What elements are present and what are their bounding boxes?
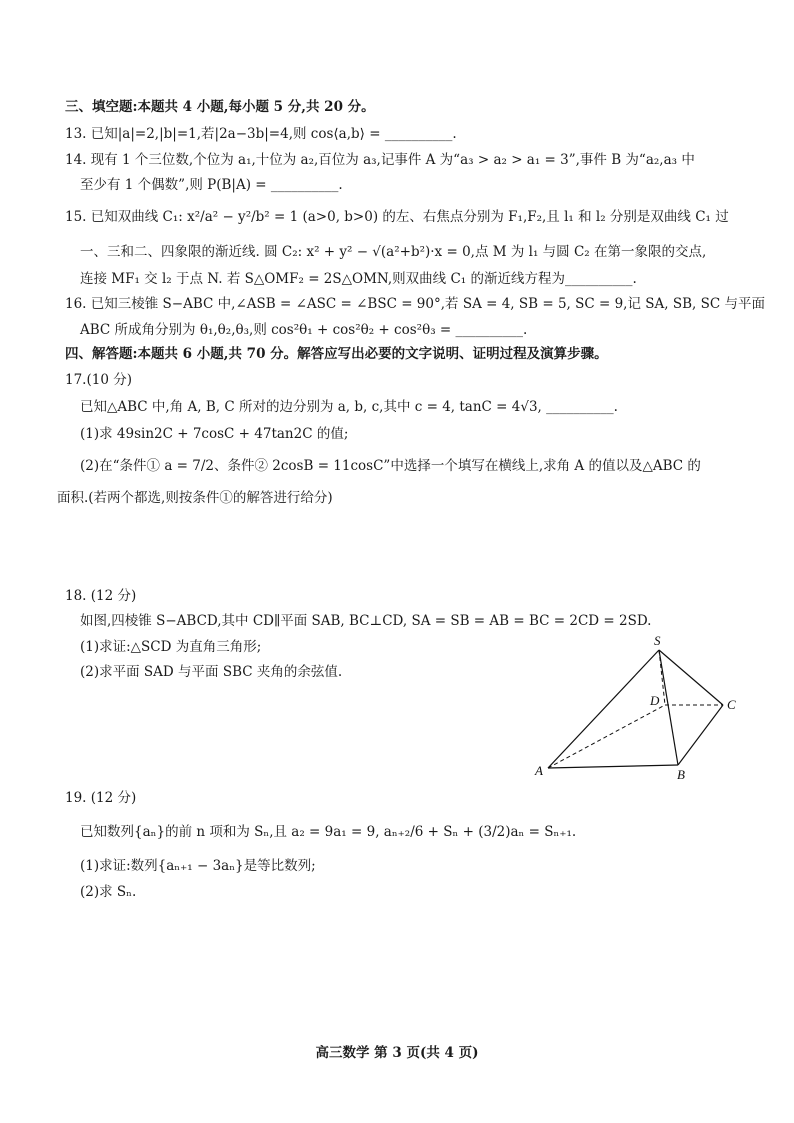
question-17-line4: 面积.(若两个都选,则按条件①的解答进行给分) <box>57 490 333 506</box>
question-14-line2: 至少有 1 个偶数”,则 P(B|A) = __________. <box>80 177 343 193</box>
question-17-line1: 已知△ABC 中,角 A, B, C 所对的边分别为 a, b, c,其中 c = 4, tanC = 4√3, __________. <box>80 399 618 415</box>
question-18-title: 18. (12 分) <box>65 588 137 604</box>
edge-AB <box>548 765 678 768</box>
question-19-line1: 已知数列{aₙ}的前 n 项和为 Sₙ,且 a₂ = 9a₁ = 9, aₙ₊₂/6 + Sₙ + (3/2)aₙ = Sₙ₊₁. <box>80 824 577 840</box>
vertex-label-A: A <box>535 763 543 778</box>
question-15-line2: 一、三和二、四象限的渐近线. 圆 C₂: x² + y² − √(a²+b²)·x = 0,点 M 为 l₁ 与圆 C₂ 在第一象限的交点, <box>80 244 707 260</box>
edge-SA <box>548 650 659 768</box>
question-15-line3: 连接 MF₁ 交 l₂ 于点 N. 若 S△OMF₂ = 2S△OMN,则双曲线 C₁ 的渐近线方程为__________. <box>80 271 637 287</box>
question-17-part2: (2)在“条件① a = 7/2、条件② 2cosB = 11cosC”中选择一个填写在横线上,求角 A 的值以及△ABC 的 <box>80 458 701 474</box>
edge-SB <box>659 650 678 765</box>
edge-AD <box>548 705 665 768</box>
question-16-line2: ABC 所成角分别为 θ₁,θ₂,θ₃,则 cos²θ₁ + cos²θ₂ + cos²θ₃ = __________. <box>80 322 528 338</box>
question-17-title: 17.(10 分) <box>65 372 132 388</box>
question-18-part2: (2)求平面 SAD 与平面 SBC 夹角的余弦值. <box>80 664 343 680</box>
vertex-label-C: C <box>727 697 736 712</box>
edge-BC <box>678 705 723 765</box>
question-19-title: 19. (12 分) <box>65 790 137 806</box>
edge-SC <box>659 650 723 705</box>
question-19-part1: (1)求证:数列{aₙ₊₁ − 3aₙ}是等比数列; <box>80 858 316 874</box>
question-14-line1: 14. 现有 1 个三位数,个位为 a₁,十位为 a₂,百位为 a₃,记事件 A 为“a₃ > a₂ > a₁ = 3”,事件 B 为“a₂,a₃ 中 <box>65 152 695 168</box>
question-17-part1: (1)求 49sin2C + 7cosC + 47tan2C 的值; <box>80 426 349 442</box>
question-18-line1: 如图,四棱锥 S−ABCD,其中 CD∥平面 SAB, BC⊥CD, SA = SB = AB = BC = 2CD = 2SD. <box>80 613 652 629</box>
question-19-part2: (2)求 Sₙ. <box>80 884 137 900</box>
vertex-label-D: D <box>650 693 660 708</box>
question-18-part1: (1)求证:△SCD 为直角三角形; <box>80 639 262 655</box>
page-footer: 高三数学 第 3 页(共 4 页) <box>315 1045 479 1061</box>
pyramid-figure <box>520 625 760 785</box>
question-16-line1: 16. 已知三棱锥 S−ABC 中,∠ASB = ∠ASC = ∠BSC = 90°,若 SA = 4, SB = 5, SC = 9,记 SA, SB, SC 与平面 <box>65 296 765 312</box>
section4-heading: 四、解答题:本题共 6 小题,共 70 分。解答应写出必要的文字说明、证明过程及演算步骤。 <box>65 346 608 362</box>
question-15-line1: 15. 已知双曲线 C₁: x²/a² − y²/b² = 1 (a>0, b>0) 的左、右焦点分别为 F₁,F₂,且 l₁ 和 l₂ 分别是双曲线 C₁ 过 <box>65 209 729 225</box>
question-13: 13. 已知|a|=2,|b|=1,若|2a−3b|=4,则 cos⟨a,b⟩ = __________. <box>65 126 457 142</box>
vertex-label-S: S <box>654 633 661 648</box>
vertex-label-B: B <box>677 767 685 782</box>
section3-heading: 三、填空题:本题共 4 小题,每小题 5 分,共 20 分。 <box>65 99 375 115</box>
